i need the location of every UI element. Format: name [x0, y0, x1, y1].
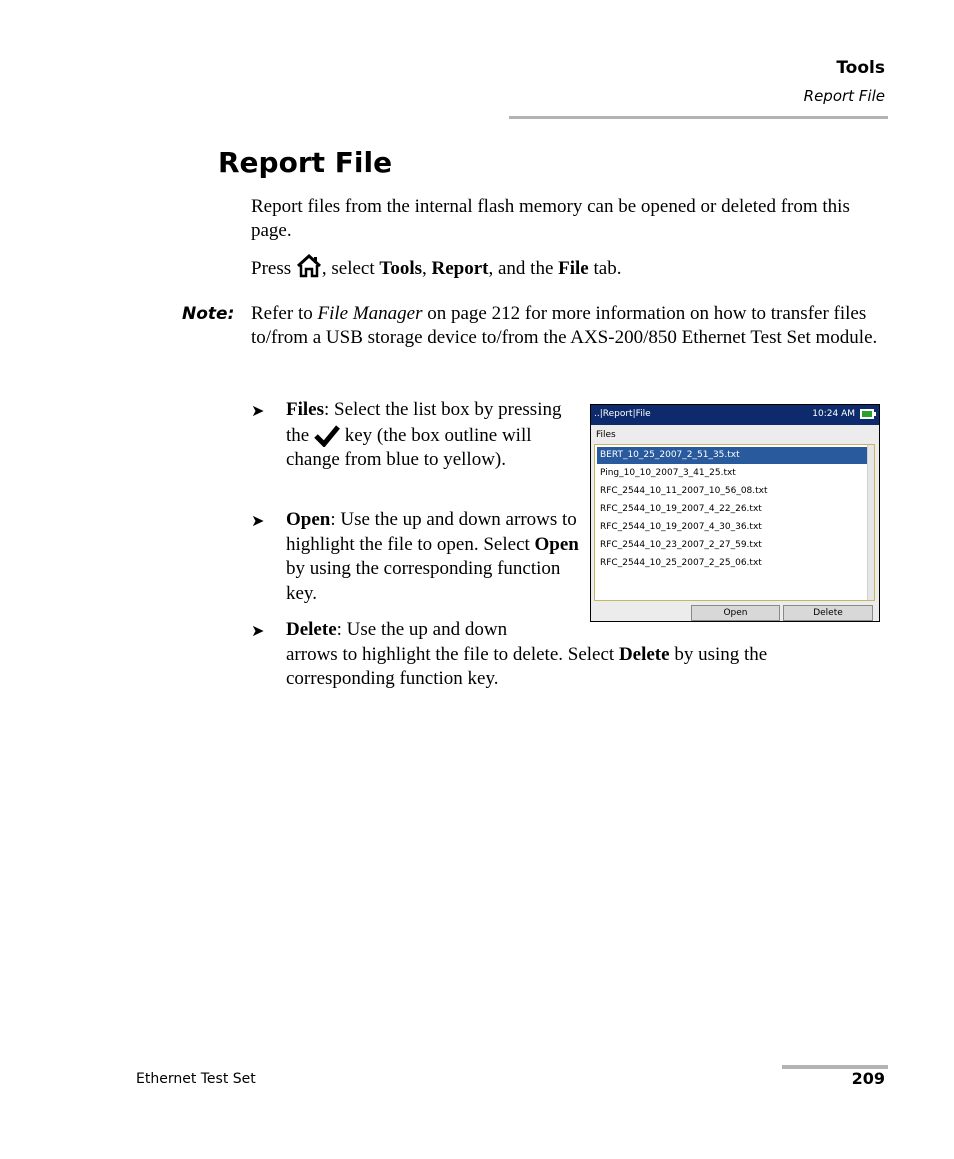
file-row[interactable]: RFC_2544_10_19_2007_4_30_36.txt: [600, 522, 762, 532]
home-icon: [296, 254, 322, 278]
note-text: Refer to: [251, 303, 318, 324]
device-scrollbar[interactable]: [867, 445, 874, 600]
press-tools: Tools: [379, 258, 422, 279]
file-row[interactable]: Ping_10_10_2007_3_41_25.txt: [600, 468, 736, 478]
bullet-files: [286, 398, 586, 473]
press-text: , and the: [488, 258, 559, 279]
press-file: File: [558, 258, 589, 279]
header-section: Report File: [803, 87, 885, 105]
press-report: Report: [431, 258, 489, 279]
device-file-list[interactable]: [594, 444, 875, 601]
file-row[interactable]: BERT_10_25_2007_2_51_35.txt: [597, 447, 871, 464]
page-number: 209: [851, 1069, 885, 1088]
note-text: on page 212 for more information on how to transfer files to/from a USB storage device to/from the AXS-200/850 Ethernet Test Set module.: [251, 303, 878, 348]
file-row[interactable]: RFC_2544_10_11_2007_10_56_08.txt: [600, 486, 768, 496]
bullet-arrow-icon: ➤: [251, 623, 265, 640]
bullet-open-term: Open: [286, 509, 331, 530]
press-text: Press: [251, 258, 296, 279]
device-titlebar: [591, 405, 879, 425]
page-title: Report File: [218, 146, 393, 179]
bullet-text: by using the corresponding function key.: [286, 558, 561, 604]
battery-icon: [860, 409, 876, 419]
device-screenshot: [590, 404, 880, 622]
bullet-text: : Use the up and down: [336, 619, 508, 640]
bullet-open: [286, 508, 586, 606]
file-row[interactable]: RFC_2544_10_25_2007_2_25_06.txt: [600, 558, 762, 568]
bullet-text: arrows to highlight the file to delete. Select: [286, 643, 619, 665]
bullet-delete: [286, 618, 846, 692]
bullet-arrow-icon: ➤: [251, 403, 265, 420]
bullet-open-term: Open: [534, 533, 579, 555]
bullet-files-term: Files: [286, 399, 324, 420]
press-text: , select: [321, 258, 380, 279]
bullet-text: : Select the list box by pressing the: [286, 399, 562, 446]
footer-title: Ethernet Test Set: [136, 1071, 256, 1087]
header-chapter: Tools: [836, 58, 885, 78]
device-path: ..|Report|File: [594, 409, 651, 419]
bullet-text: by using the corresponding function key.: [286, 643, 768, 689]
note-file-manager-link: File Manager: [317, 303, 423, 324]
note-label: Note:: [182, 304, 235, 324]
press-text: tab.: [588, 258, 622, 279]
file-row[interactable]: RFC_2544_10_23_2007_2_27_59.txt: [600, 540, 762, 550]
checkmark-icon: [314, 423, 340, 447]
bullet-text: : Use the up and down arrows to highlight the file to open. Select: [286, 509, 577, 555]
bullet-text: key (the box outline will change from blue to yellow).: [286, 424, 532, 470]
bullet-delete-term: Delete: [618, 643, 670, 665]
device-files-label: Files: [596, 430, 616, 440]
intro-paragraph: Report files from the internal flash memory can be opened or deleted from this page.: [251, 196, 850, 241]
delete-button[interactable]: Delete: [783, 605, 873, 621]
note-paragraph: [251, 302, 891, 350]
file-row[interactable]: RFC_2544_10_19_2007_4_22_26.txt: [600, 504, 762, 514]
press-instruction: [251, 254, 891, 281]
device-clock: 10:24 AM: [812, 409, 855, 419]
bullet-arrow-icon: ➤: [251, 513, 265, 530]
open-button[interactable]: Open: [691, 605, 780, 621]
bullet-delete-term: Delete: [286, 619, 337, 640]
header-rule: [509, 116, 888, 119]
press-text: ,: [422, 258, 432, 279]
